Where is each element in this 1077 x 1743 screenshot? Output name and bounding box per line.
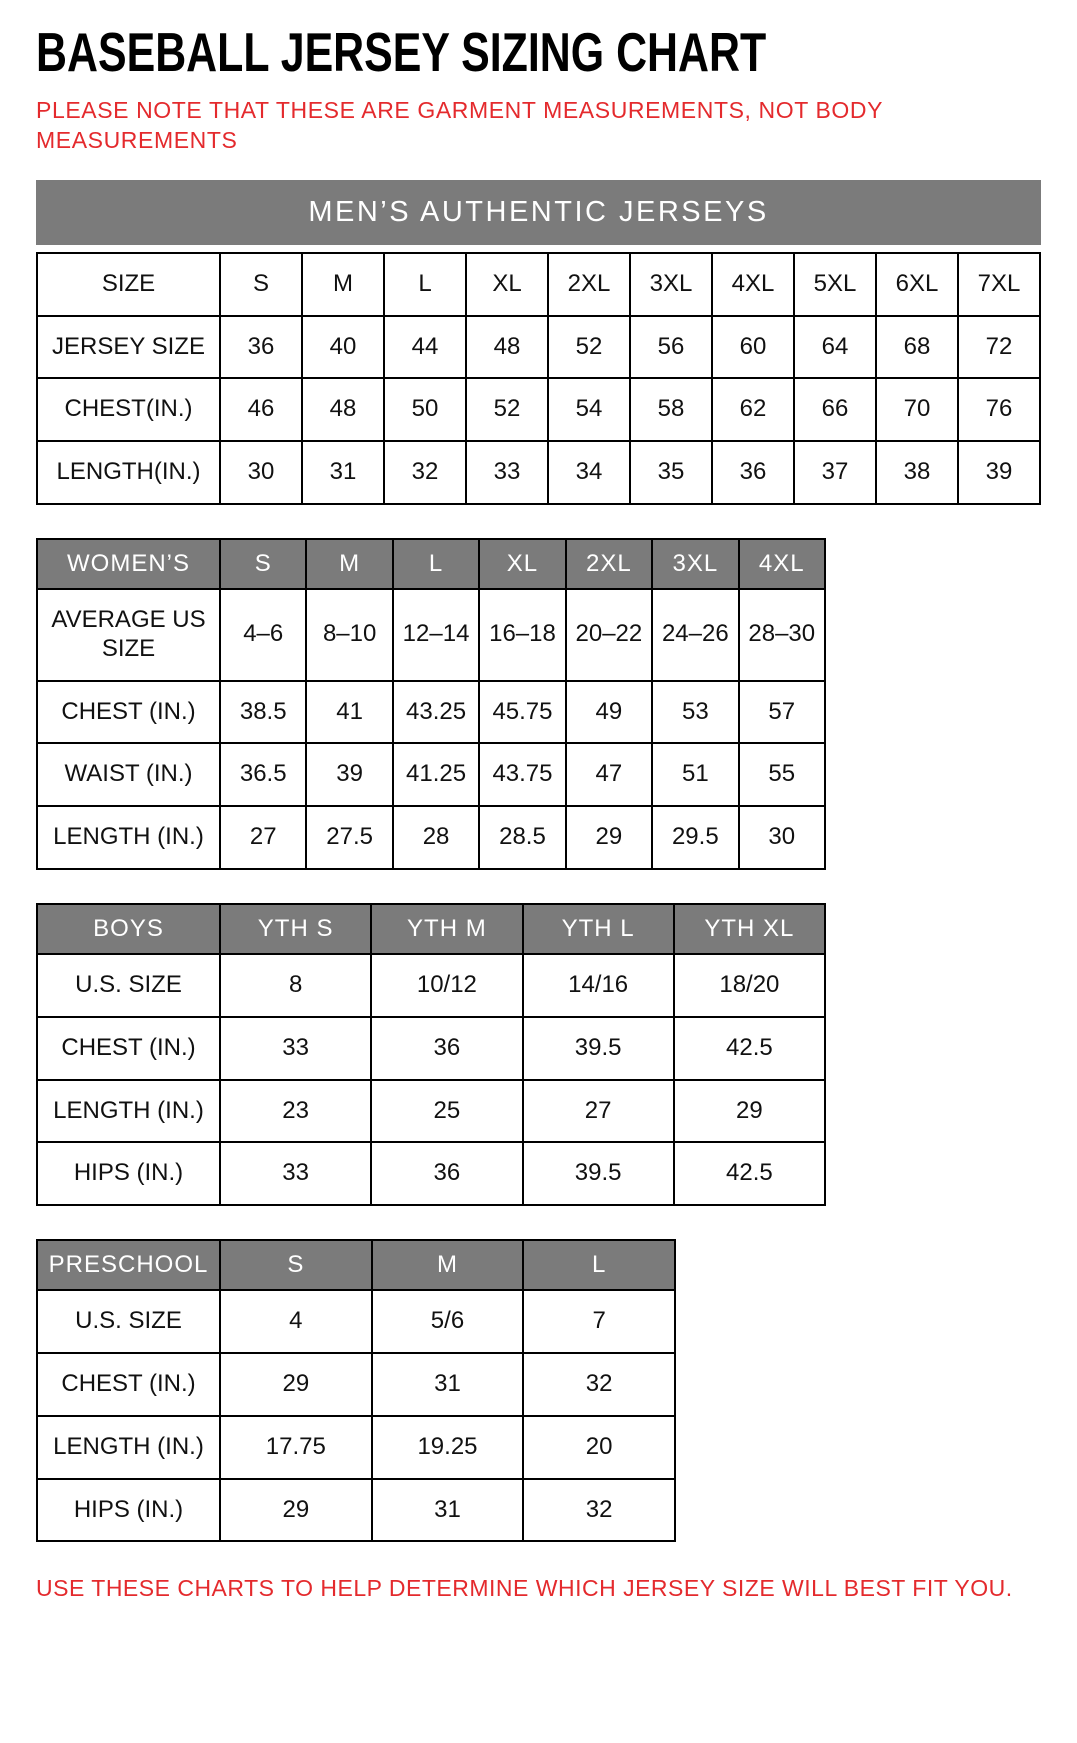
size-column-header: YTH M (371, 904, 522, 954)
table-row (37, 743, 825, 806)
value-cell: 66 (794, 378, 876, 441)
value-cell: 38 (876, 441, 958, 504)
value-cell: 4XL (712, 253, 794, 316)
value-cell: 8–10 (306, 589, 392, 681)
value-cell: 36 (371, 1142, 522, 1205)
value-cell: 35 (630, 441, 712, 504)
value-cell: 40 (302, 316, 384, 379)
tables-container (36, 180, 1041, 1543)
value-cell: 55 (739, 743, 825, 806)
row-label: WAIST (IN.) (37, 743, 220, 806)
table-row (37, 316, 1040, 379)
value-cell: 31 (372, 1353, 524, 1416)
table-row (37, 681, 825, 744)
value-cell: 31 (302, 441, 384, 504)
value-cell: 37 (794, 441, 876, 504)
row-label: AVERAGE US SIZE (37, 589, 220, 681)
page-title: BASEBALL JERSEY SIZING CHART (36, 21, 767, 83)
size-column-header: S (220, 1240, 372, 1290)
row-label: LENGTH (IN.) (37, 1080, 220, 1143)
value-cell: 32 (523, 1353, 675, 1416)
garment-measurements-note: PLEASE NOTE THAT THESE ARE GARMENT MEASUREMENTS, NOT BODY MEASUREMENTS (36, 97, 883, 153)
value-cell: 29.5 (652, 806, 738, 869)
value-cell: 33 (220, 1017, 371, 1080)
size-column-header: 3XL (652, 539, 738, 589)
value-cell: 30 (739, 806, 825, 869)
table-row (37, 1142, 825, 1205)
value-cell: 36.5 (220, 743, 306, 806)
value-cell: 51 (652, 743, 738, 806)
value-cell: 5/6 (372, 1290, 524, 1353)
value-cell: 29 (220, 1353, 372, 1416)
group-label: WOMEN’S (37, 539, 220, 589)
value-cell: 56 (630, 316, 712, 379)
value-cell: 29 (220, 1479, 372, 1542)
value-cell: 36 (371, 1017, 522, 1080)
value-cell: 8 (220, 954, 371, 1017)
value-cell: 76 (958, 378, 1040, 441)
value-cell: L (384, 253, 466, 316)
value-cell: 62 (712, 378, 794, 441)
value-cell: 28 (393, 806, 479, 869)
value-cell: 42.5 (674, 1017, 825, 1080)
size-column-header: YTH L (523, 904, 674, 954)
value-cell: 4–6 (220, 589, 306, 681)
value-cell: 36 (712, 441, 794, 504)
value-cell: 30 (220, 441, 302, 504)
value-cell: 70 (876, 378, 958, 441)
value-cell: 14/16 (523, 954, 674, 1017)
size-column-header: L (393, 539, 479, 589)
value-cell: 17.75 (220, 1416, 372, 1479)
value-cell: 42.5 (674, 1142, 825, 1205)
value-cell: 48 (302, 378, 384, 441)
value-cell: 33 (466, 441, 548, 504)
size-column-header: 4XL (739, 539, 825, 589)
row-label: SIZE (37, 253, 220, 316)
value-cell: 7 (523, 1290, 675, 1353)
size-column-header: XL (479, 539, 565, 589)
value-cell: 27.5 (306, 806, 392, 869)
value-cell: 54 (548, 378, 630, 441)
value-cell: 7XL (958, 253, 1040, 316)
row-label: CHEST (IN.) (37, 681, 220, 744)
womens-header-row (37, 539, 825, 589)
table-row (37, 1017, 825, 1080)
row-label: U.S. SIZE (37, 1290, 220, 1353)
value-cell: 48 (466, 316, 548, 379)
value-cell: 41.25 (393, 743, 479, 806)
row-label: JERSEY SIZE (37, 316, 220, 379)
value-cell: S (220, 253, 302, 316)
value-cell: 32 (384, 441, 466, 504)
value-cell: 38.5 (220, 681, 306, 744)
value-cell: 41 (306, 681, 392, 744)
mens-grid (36, 252, 1041, 505)
table-row (37, 1416, 675, 1479)
table-row (37, 1290, 675, 1353)
value-cell: 49 (566, 681, 652, 744)
value-cell: 16–18 (479, 589, 565, 681)
value-cell: 4 (220, 1290, 372, 1353)
row-label: LENGTH (IN.) (37, 1416, 220, 1479)
value-cell: 29 (674, 1080, 825, 1143)
row-label: LENGTH (IN.) (37, 806, 220, 869)
value-cell: 52 (466, 378, 548, 441)
value-cell: 2XL (548, 253, 630, 316)
size-column-header: YTH XL (674, 904, 825, 954)
value-cell: M (302, 253, 384, 316)
size-column-header: M (372, 1240, 524, 1290)
value-cell: 47 (566, 743, 652, 806)
table-row (37, 1479, 675, 1542)
value-cell: 19.25 (372, 1416, 524, 1479)
value-cell: 5XL (794, 253, 876, 316)
value-cell: XL (466, 253, 548, 316)
mens-banner-title: MEN’S AUTHENTIC JERSEYS (36, 180, 1041, 245)
value-cell: 29 (566, 806, 652, 869)
value-cell: 28.5 (479, 806, 565, 869)
value-cell: 33 (220, 1142, 371, 1205)
value-cell: 32 (523, 1479, 675, 1542)
value-cell: 25 (371, 1080, 522, 1143)
value-cell: 28–30 (739, 589, 825, 681)
value-cell: 53 (652, 681, 738, 744)
value-cell: 24–26 (652, 589, 738, 681)
value-cell: 39.5 (523, 1142, 674, 1205)
size-column-header: 2XL (566, 539, 652, 589)
value-cell: 31 (372, 1479, 524, 1542)
value-cell: 34 (548, 441, 630, 504)
value-cell: 3XL (630, 253, 712, 316)
value-cell: 43.25 (393, 681, 479, 744)
group-label: PRESCHOOL (37, 1240, 220, 1290)
value-cell: 39 (306, 743, 392, 806)
row-label: HIPS (IN.) (37, 1479, 220, 1542)
size-column-header: S (220, 539, 306, 589)
boys-header-row (37, 904, 825, 954)
value-cell: 64 (794, 316, 876, 379)
size-column-header: M (306, 539, 392, 589)
row-label: CHEST(IN.) (37, 378, 220, 441)
value-cell: 23 (220, 1080, 371, 1143)
value-cell: 72 (958, 316, 1040, 379)
size-column-header: YTH S (220, 904, 371, 954)
value-cell: 27 (523, 1080, 674, 1143)
table-row (37, 806, 825, 869)
row-label: CHEST (IN.) (37, 1017, 220, 1080)
value-cell: 39 (958, 441, 1040, 504)
value-cell: 36 (220, 316, 302, 379)
value-cell: 6XL (876, 253, 958, 316)
row-label: U.S. SIZE (37, 954, 220, 1017)
value-cell: 39.5 (523, 1017, 674, 1080)
value-cell: 20–22 (566, 589, 652, 681)
womens-sizing-table (36, 538, 1041, 870)
preschool-header-row (37, 1240, 675, 1290)
value-cell: 68 (876, 316, 958, 379)
value-cell: 20 (523, 1416, 675, 1479)
table-row (37, 589, 825, 681)
row-label: CHEST (IN.) (37, 1353, 220, 1416)
boys-sizing-table (36, 903, 1041, 1206)
value-cell: 10/12 (371, 954, 522, 1017)
value-cell: 27 (220, 806, 306, 869)
value-cell: 46 (220, 378, 302, 441)
size-column-header: L (523, 1240, 675, 1290)
value-cell: 50 (384, 378, 466, 441)
table-row (37, 253, 1040, 316)
row-label: HIPS (IN.) (37, 1142, 220, 1205)
value-cell: 60 (712, 316, 794, 379)
mens-sizing-table (36, 180, 1041, 505)
value-cell: 43.75 (479, 743, 565, 806)
boys-grid (36, 903, 826, 1206)
value-cell: 44 (384, 316, 466, 379)
table-row (37, 1080, 825, 1143)
table-row (37, 378, 1040, 441)
value-cell: 45.75 (479, 681, 565, 744)
group-label: BOYS (37, 904, 220, 954)
value-cell: 12–14 (393, 589, 479, 681)
row-label: LENGTH(IN.) (37, 441, 220, 504)
value-cell: 58 (630, 378, 712, 441)
value-cell: 57 (739, 681, 825, 744)
footer-note: USE THESE CHARTS TO HELP DETERMINE WHICH JERSEY SIZE WILL BEST FIT YOU. (36, 1575, 1013, 1602)
table-row (37, 441, 1040, 504)
value-cell: 18/20 (674, 954, 825, 1017)
preschool-grid (36, 1239, 676, 1542)
value-cell: 52 (548, 316, 630, 379)
preschool-sizing-table (36, 1239, 1041, 1542)
table-row (37, 954, 825, 1017)
table-row (37, 1353, 675, 1416)
womens-grid (36, 538, 826, 870)
